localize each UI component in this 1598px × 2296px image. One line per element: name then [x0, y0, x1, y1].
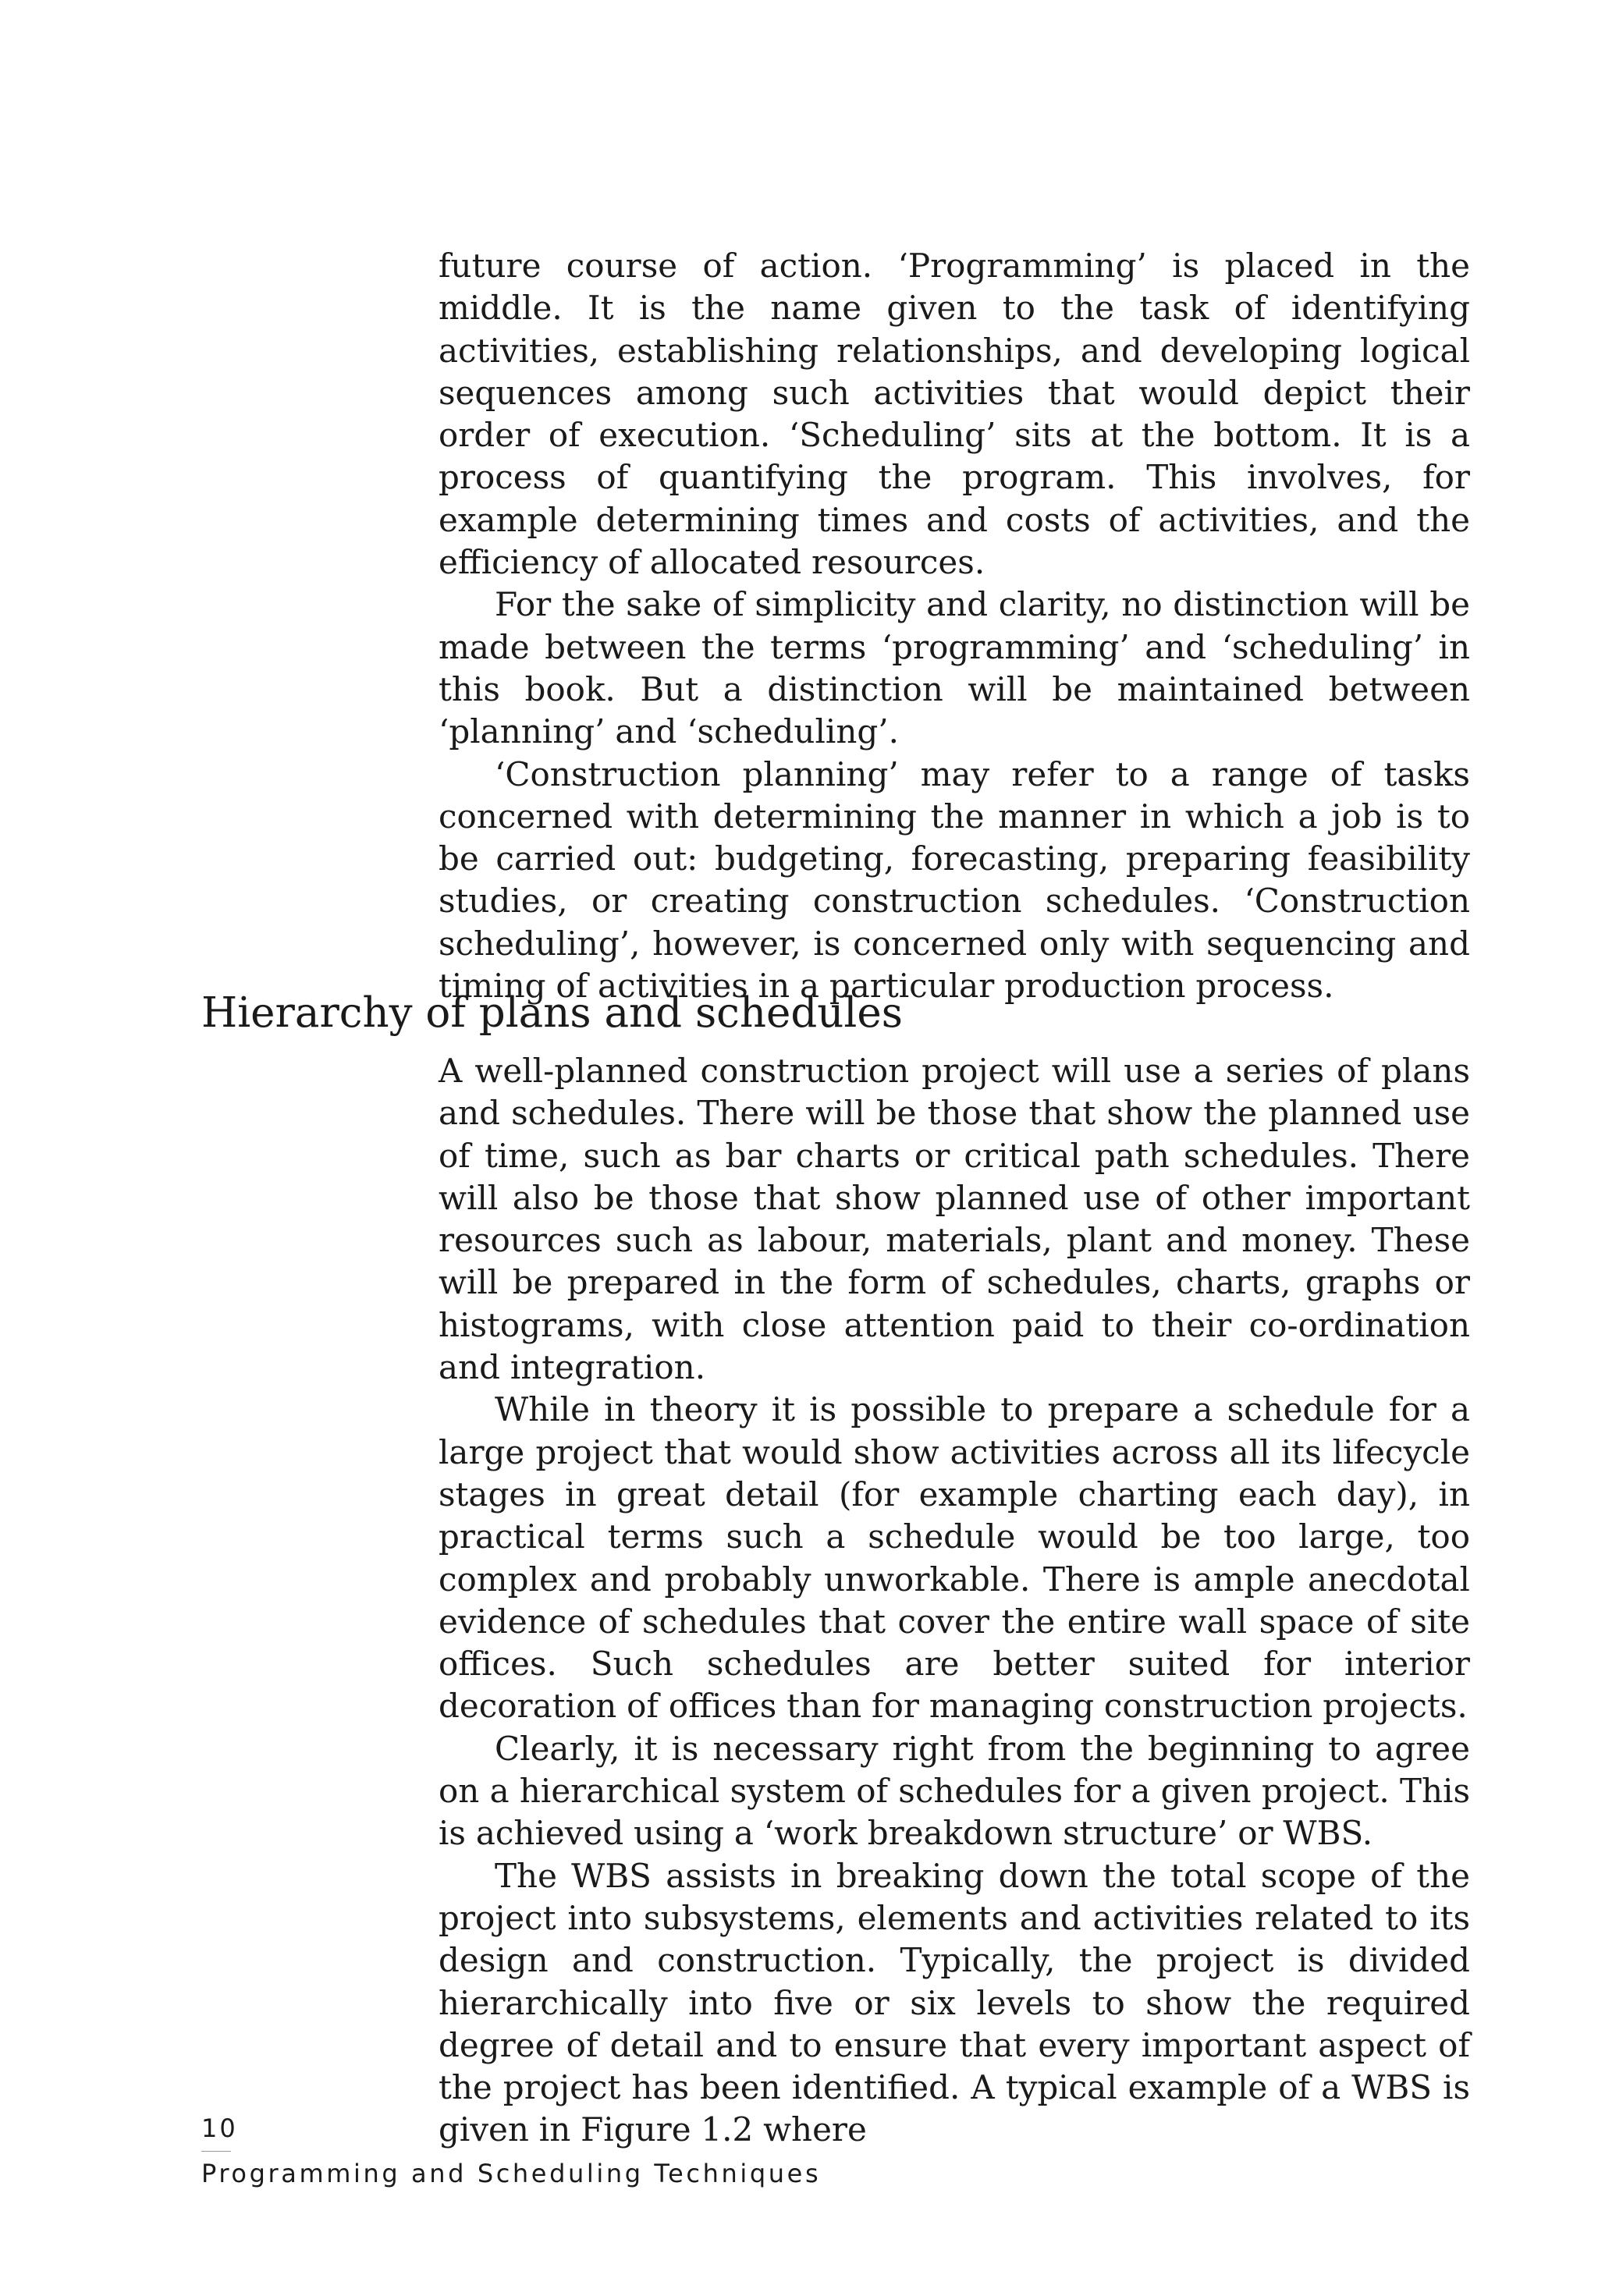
body-text-bottom — [439, 1050, 1470, 2152]
footer-divider — [201, 2151, 231, 2152]
paragraph-terminology: For the sake of simplicity and clarity, no distinction will be made between the terms ‘programming’ and ‘scheduling’ in this book. But a distinction will be maintained between ‘planning’ and ‘scheduling’. — [439, 585, 1470, 751]
paragraph-series-of-plans: A well-planned construction project will use a series of plans and schedules. There will be those that show the planned use of time, such as bar charts or critical path schedules. There will also be those that show planned use of other important resources such as labour, materials, plant and money. These will be prepared in the form of schedules, charts, graphs or histograms, with close attention paid to their co-ordination and integration. — [439, 1052, 1470, 1387]
section-heading: Hierarchy of plans and schedules — [201, 989, 903, 1037]
paragraph-hierarchical-system: Clearly, it is necessary right from the beginning to agree on a hierarchical system of schedules for a given project. This is achieved using a ‘work breakdown structure’ or WBS. — [439, 1729, 1470, 1853]
paragraph-construction-planning: ‘Construction planning’ may refer to a range of tasks concerned with determining the manner in which a job is to be carried out: budgeting, forecasting, preparing feasibility studies, or creating construction schedules. ‘Construction scheduling’, however, is concerned only with sequencing and timing of activities in a particular production process. — [439, 754, 1470, 1006]
body-text-top — [439, 245, 1470, 1007]
paragraph-continuation: future course of action. ‘Programming’ is placed in the middle. It is the name given to the task of identifying activities, establishing relationships, and developing logical sequences among such activities that would depict their order of execution. ‘Scheduling’ sits at the bottom. It is a process of quantifying the program. This involves, for example determining times and costs of activities, and the efficiency of allocated resources. — [439, 247, 1470, 582]
paragraph-wbs: The WBS assists in breaking down the total scope of the project into subsystems, elements and activities related to its design and construction. Typically, the project is divided hierarchically into five or six levels to show the required degree of detail and to ensure that every important aspect of the project has been identified. A typical example of a WBS is given in Figure 1.2 where — [439, 1856, 1470, 2149]
running-footer-title: Programming and Scheduling Techniques — [201, 2159, 822, 2188]
page-number: 10 — [201, 2113, 238, 2143]
paragraph-large-schedule: While in theory it is possible to prepare a schedule for a large project that would show activities across all its lifecycle stages in great detail (for example charting each day), in practical terms such a schedule would be too large, too complex and probably unworkable. There is ample anecdotal evidence of schedules that cover the entire wall space of site offices. Such schedules are better suited for interior decoration of offices than for managing construction projects. — [439, 1390, 1470, 1726]
